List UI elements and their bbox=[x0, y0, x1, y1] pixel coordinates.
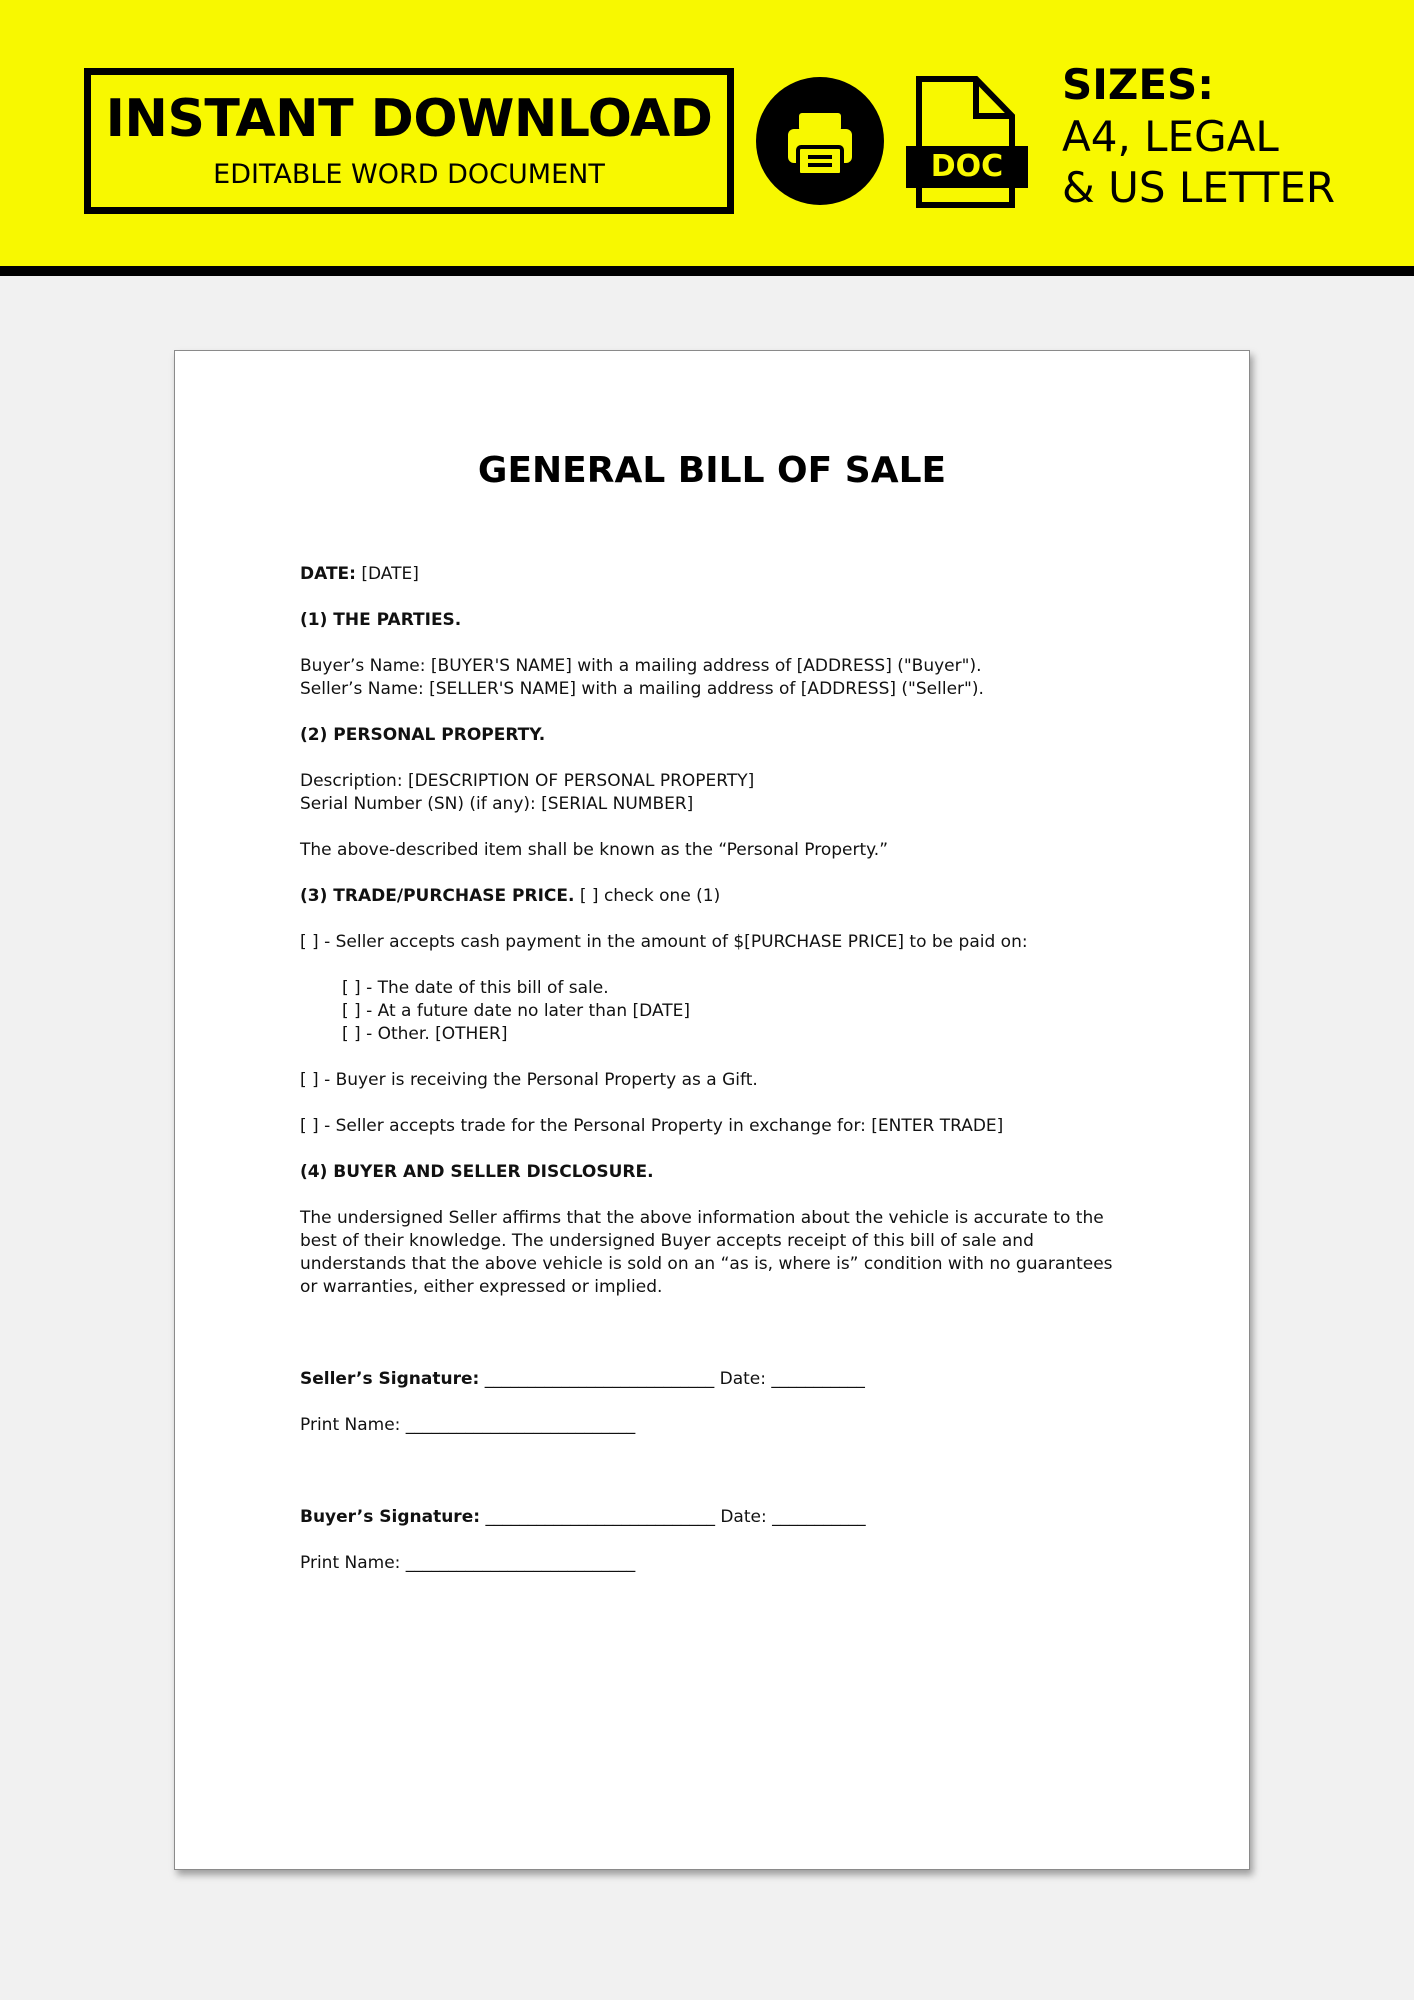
check-one-note: [ ] check one (1) bbox=[579, 886, 721, 906]
seller-signature-label: Seller’s Signature: bbox=[300, 1369, 480, 1389]
doc-icon-label: DOC bbox=[930, 149, 1004, 184]
sizes-info bbox=[1062, 60, 1336, 218]
sub-option-future-date: [ ] - At a future date no later than [DATE] bbox=[342, 1001, 691, 1021]
document-body bbox=[300, 563, 1130, 1575]
gift-option: [ ] - Buyer is receiving the Personal Property as a Gift. bbox=[300, 1070, 758, 1090]
section-2-heading: (2) PERSONAL PROPERTY. bbox=[300, 725, 546, 745]
buyer-signature-label: Buyer’s Signature: bbox=[300, 1507, 481, 1527]
description-line: Description: [DESCRIPTION OF PERSONAL PROPERTY] bbox=[300, 771, 755, 791]
buyer-print-name-line: Print Name: ___________________________ bbox=[300, 1553, 636, 1573]
promo-banner bbox=[0, 0, 1414, 276]
seller-signature-blank: ___________________________ Date: ___________ bbox=[484, 1369, 865, 1389]
section-1-heading: (1) THE PARTIES. bbox=[300, 610, 462, 630]
instant-download-box bbox=[84, 68, 734, 214]
printer-icon bbox=[756, 77, 884, 205]
date-line bbox=[300, 563, 1130, 586]
sub-option-bill-date: [ ] - The date of this bill of sale. bbox=[342, 978, 609, 998]
buyer-signature-blank: ___________________________ Date: ___________ bbox=[485, 1507, 866, 1527]
disclosure-paragraph: The undersigned Seller affirms that the above information about the vehicle is accurate to the best of their knowledge. The undersigned Buyer accepts receipt of this bill of sale and understands that the above vehicle is sold on an “as is, where is” condition with no guarantees or warranties, either expressed or implied. bbox=[300, 1208, 1113, 1297]
sizes-title: SIZES: bbox=[1062, 60, 1215, 109]
sizes-line-2: & US LETTER bbox=[1062, 163, 1336, 212]
seller-print-name-line: Print Name: ___________________________ bbox=[300, 1415, 636, 1435]
trade-option: [ ] - Seller accepts trade for the Personal Property in exchange for: [ENTER TRADE] bbox=[300, 1116, 1004, 1136]
instant-download-title: INSTANT DOWNLOAD bbox=[105, 89, 713, 149]
section-4-heading: (4) BUYER AND SELLER DISCLOSURE. bbox=[300, 1162, 654, 1182]
date-value: [DATE] bbox=[361, 564, 419, 584]
document-page bbox=[174, 350, 1250, 1870]
doc-file-icon bbox=[906, 76, 1028, 208]
sub-option-other: [ ] - Other. [OTHER] bbox=[342, 1024, 508, 1044]
known-as-line: The above-described item shall be known as the “Personal Property.” bbox=[300, 840, 889, 860]
seller-signature-line bbox=[300, 1368, 1130, 1391]
serial-number-line: Serial Number (SN) (if any): [SERIAL NUMBER] bbox=[300, 794, 694, 814]
section-3-heading: (3) TRADE/PURCHASE PRICE. bbox=[300, 886, 575, 906]
buyer-signature-line bbox=[300, 1506, 1130, 1529]
sizes-line-1: A4, LEGAL bbox=[1062, 112, 1279, 161]
seller-name-line: Seller’s Name: [SELLER'S NAME] with a mailing address of [ADDRESS] ("Seller"). bbox=[300, 679, 984, 699]
editable-word-subtitle: EDITABLE WORD DOCUMENT bbox=[213, 159, 605, 190]
buyer-name-line: Buyer’s Name: [BUYER'S NAME] with a mailing address of [ADDRESS] ("Buyer"). bbox=[300, 656, 982, 676]
cash-payment-option: [ ] - Seller accepts cash payment in the amount of $[PURCHASE PRICE] to be paid on: bbox=[300, 932, 1028, 952]
date-label: DATE: bbox=[300, 564, 356, 584]
document-title: GENERAL BILL OF SALE bbox=[477, 450, 947, 491]
section-3-line bbox=[300, 885, 1130, 908]
